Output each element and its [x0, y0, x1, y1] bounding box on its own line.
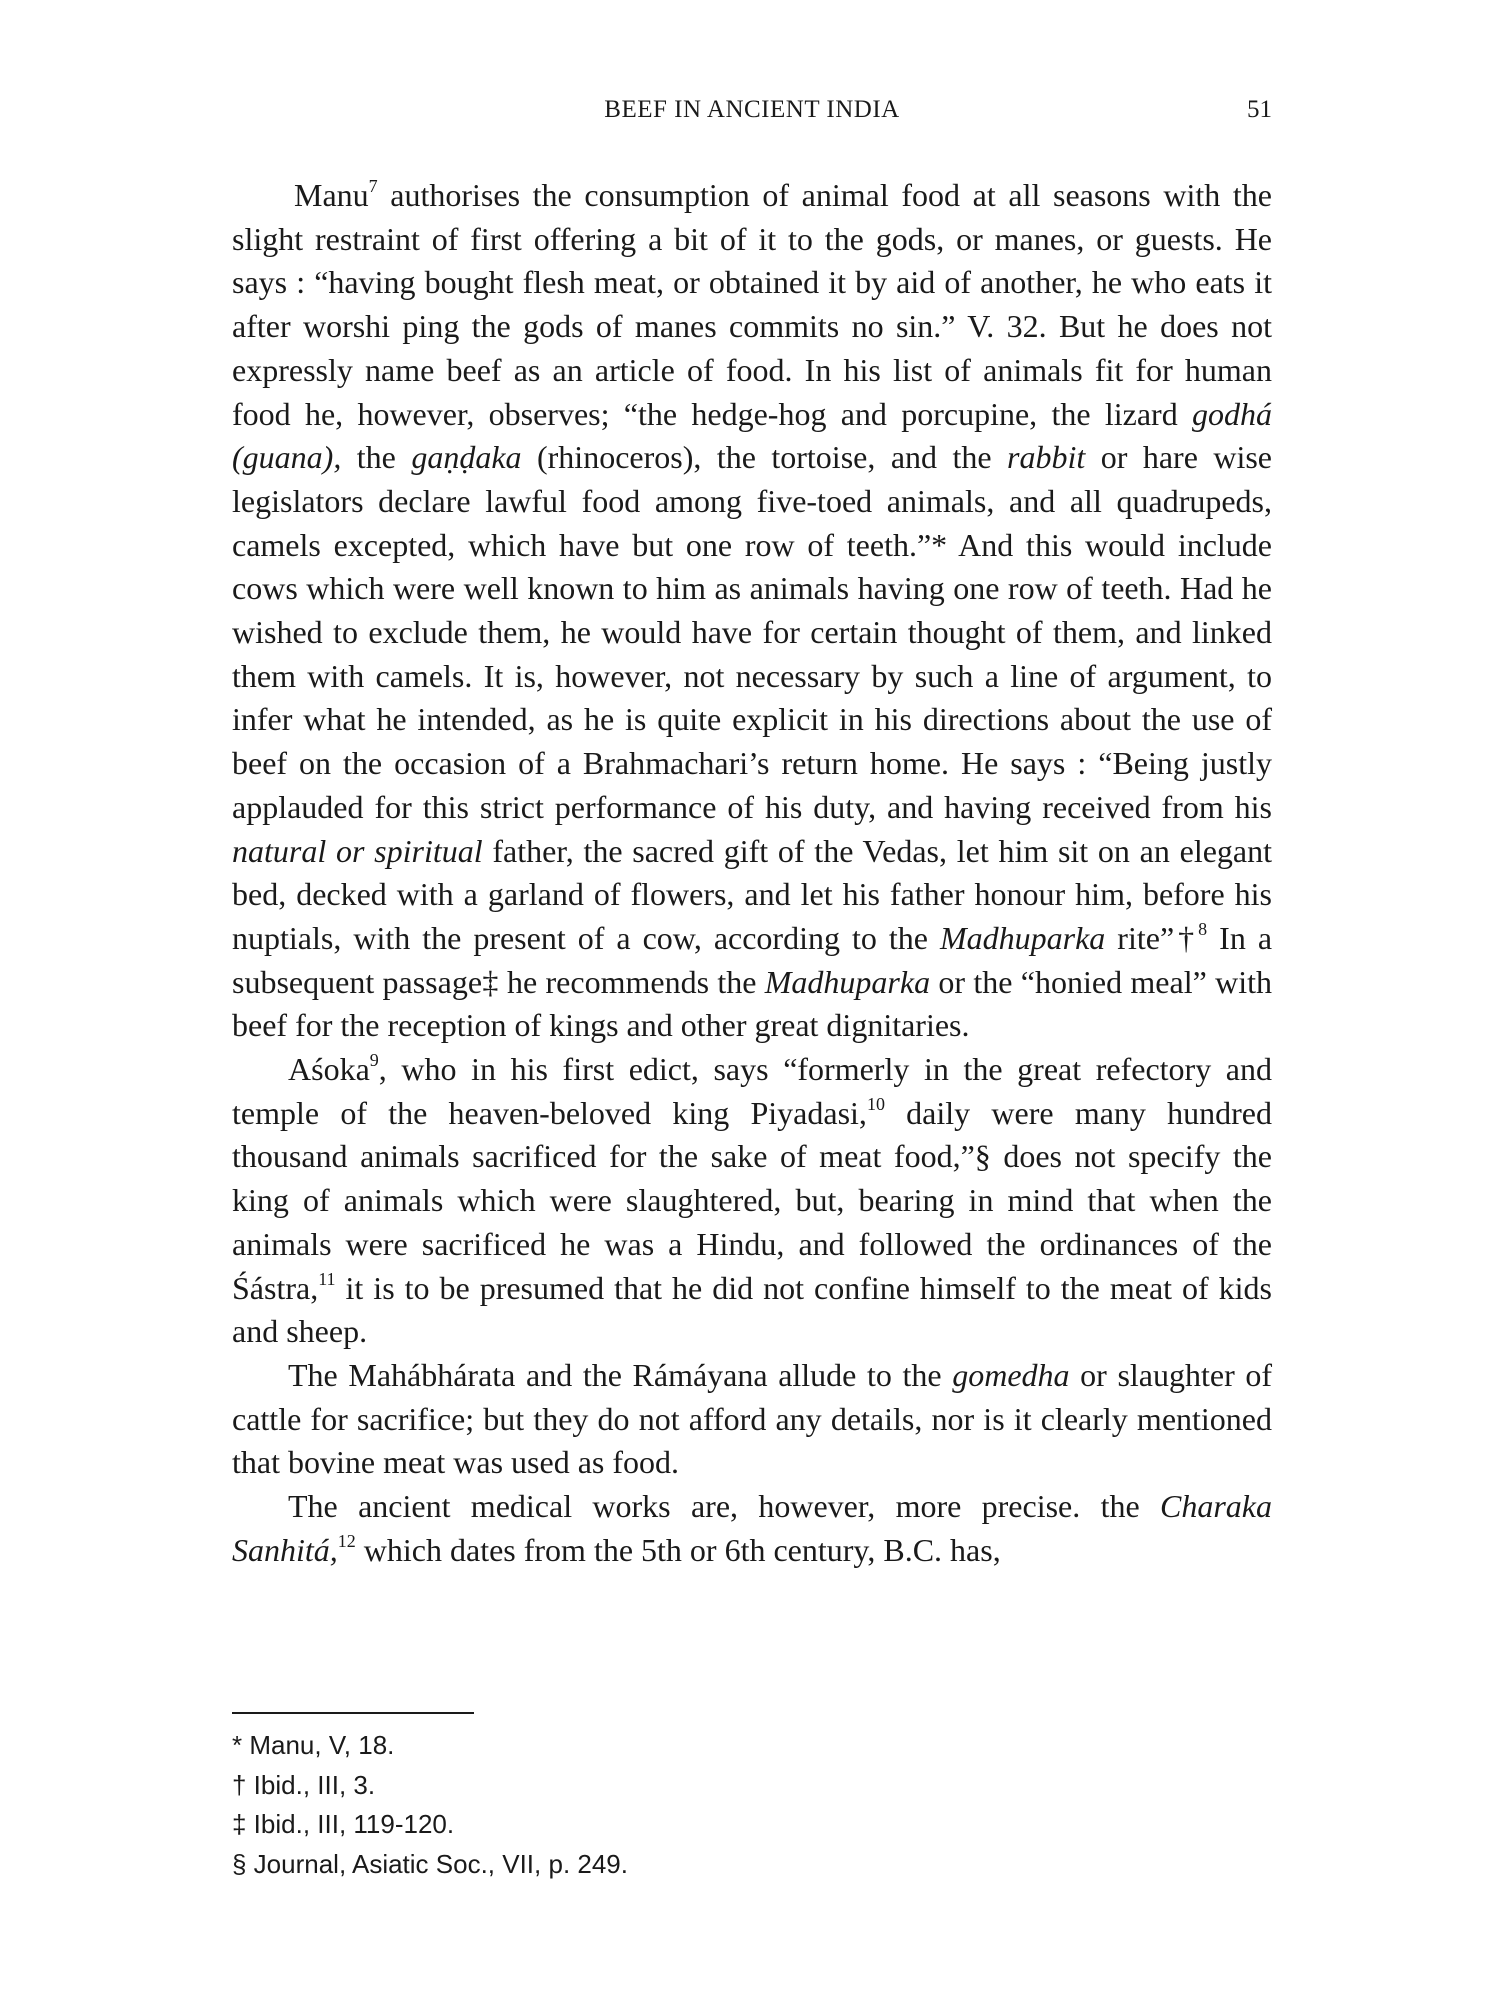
text-run: daily were many hundred thousand animals sacrificed for the sake of meat food,”§ does not specify the king of animals which were slaughtered, but, bearing in mind that when the animals were sacrificed he was a Hindu, and followed the ordinances of the Śástra, — [232, 1094, 1273, 1306]
paragraph — [232, 1485, 1272, 1572]
footnote-ref: 7 — [368, 176, 378, 196]
italic-text: rabbit — [1007, 439, 1086, 476]
italic-text: gomedha — [952, 1356, 1070, 1393]
body-text — [232, 174, 1272, 1573]
running-title: BEEF IN ANCIENT INDIA — [604, 96, 900, 123]
text-run: Manu — [294, 177, 369, 213]
footnote-ref: 8 — [1198, 918, 1208, 939]
italic-text: godhá (guana), — [232, 395, 1272, 476]
italic-text: Charaka Sanhitá, — [232, 1488, 1272, 1568]
footnote-ibid-3: † Ibid., III, 3. — [232, 1769, 376, 1800]
text-run: , who in his first edict, says “formerly in the great refectory and temple of the heaven-beloved king Piyadasi, — [232, 1051, 1272, 1131]
footnote-ref: 11 — [318, 1268, 336, 1289]
footnotes — [232, 1726, 1132, 1884]
running-head — [232, 96, 1272, 130]
footnote-ref: 12 — [337, 1530, 356, 1551]
footnote-ref: 10 — [866, 1093, 885, 1114]
paragraph — [232, 174, 1272, 1048]
text-run: it is to be presumed that he did not confine himself to the meat of kids and sheep. — [232, 1269, 1272, 1350]
italic-text: Madhuparka — [764, 963, 931, 1000]
text-run: or the “honied meal” with beef for the reception of kings and other great dignitaries. — [232, 963, 1273, 1044]
page-number: 51 — [1247, 96, 1272, 123]
text-run: which dates from the 5th or 6th century, B.C. has, — [355, 1531, 1001, 1568]
text-run: Aśoka — [288, 1051, 370, 1088]
italic-text: gaṇḍaka — [411, 439, 522, 476]
text-run: (rhinoceros), the tortoise, and the — [521, 439, 1008, 476]
text-run: or hare wise legislators declare lawful food among five-toed animals, and all quadrupeds, camels excepted, which have but one row of teeth.”* And this would include cows which were well known to him as animals having one row of teeth. Had he wished to exclude them, he would have for certain thought of them, and linked them with camels. It is, however, not necessary by such a line of argument, to infer what he intended, as he is quite explicit in his directions about the use of beef on the occasion of a Brahmachari’s return home. He says : “Being justly applauded for this strict performance of his duty, and having received from his — [232, 439, 1273, 825]
text-run: or slaughter of cattle for sacrifice; but they do not afford any details, nor is it clearly mentioned that bovine meat was used as food. — [232, 1356, 1273, 1481]
footnote-ibid-119: ‡ Ibid., III, 119-120. — [232, 1809, 455, 1839]
footnote-ref: 9 — [369, 1050, 379, 1071]
footnote-journal: § Journal, Asiatic Soc., VII, p. 249. — [232, 1848, 628, 1879]
text-run: authorises the consumption of animal food at all seasons with the slight restraint of first offering a bit of it to the gods, or manes, or guests. He says : “having bought flesh meat, or obtained it by aid of another, he who eats it after worshi ping the gods of manes commits no sin.” V. 32. But he does not expressly name beef as an article of food. In his list of animals fit for human food he, however, observes; “the hedge-hog and porcupine, the lizard — [232, 177, 1272, 432]
paragraph — [232, 1354, 1272, 1485]
text-run: In a subsequent passage‡ he recommends the — [232, 919, 1273, 1000]
text-run: the — [341, 439, 412, 476]
italic-text: natural or spiritual — [232, 832, 483, 869]
text-run: rite”† — [1105, 919, 1199, 956]
text-run: The Mahábhárata and the Rámáyana allude to the — [288, 1356, 953, 1393]
text-run: father, the sacred gift of the Vedas, let him sit on an elegant bed, decked with a garland of flowers, and let his father honour him, before his nuptials, with the present of a cow, according to the — [232, 832, 1273, 956]
text-run: The ancient medical works are, however, more precise. the — [288, 1488, 1160, 1525]
footnote-divider — [232, 1712, 474, 1714]
paragraph — [232, 1048, 1272, 1354]
italic-text: Madhuparka — [939, 919, 1106, 956]
footnote-manu: * Manu, V, 18. — [232, 1730, 395, 1760]
